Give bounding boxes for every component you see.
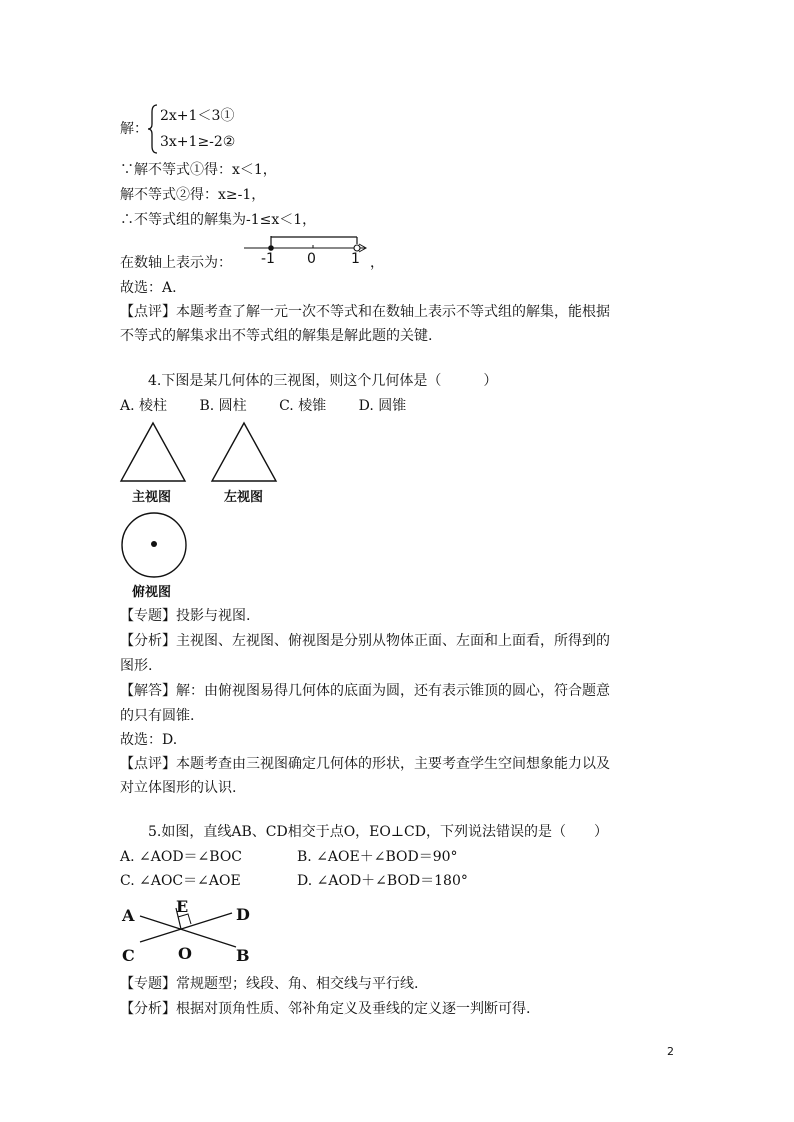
- q5-topic: 【专题】常规题型；线段、角、相交线与平行线.: [120, 976, 419, 992]
- solution-answer: 故选：A.: [120, 280, 177, 296]
- front-view-triangle: [119, 421, 187, 483]
- inequality-1: 2x+1＜3①: [160, 108, 235, 124]
- q4-options: A. 棱柱 B. 圆柱 C. 棱锥 D. 圆锥: [120, 398, 407, 414]
- q4-analysis-1: 【分析】主视图、左视图、俯视图是分别从物体正面、左面和上面看，所得到的: [120, 633, 610, 649]
- label-E: E: [176, 897, 189, 916]
- q4-answer: 故选：D.: [120, 732, 178, 748]
- solution-line-3: ∴不等式组的解集为-1≤x＜1，: [120, 212, 317, 228]
- front-view-caption: 主视图: [132, 490, 172, 505]
- inequality-2: 3x+1≥-2②: [160, 134, 236, 150]
- solution-comment-2: 不等式的解集求出不等式组的解集是解此题的关键.: [120, 328, 433, 344]
- q4-comment-2: 对立体图形的认识.: [120, 780, 237, 796]
- solution-prefix: 解：: [120, 121, 148, 137]
- numberline-tick-neg1: -1: [261, 251, 275, 267]
- numberline-prefix: 在数轴上表示为：: [120, 255, 232, 271]
- left-brace: [148, 104, 158, 154]
- solution-comment-1: 【点评】本题考查了解一元一次不等式和在数轴上表示不等式组的解集，能根据: [120, 304, 610, 320]
- page-number: 2: [667, 1045, 674, 1058]
- q5-option-b: B. ∠AOE＋∠BOD＝90°: [297, 849, 458, 865]
- solution-line-1: ∵解不等式①得：x＜1，: [120, 162, 277, 178]
- q4-analysis-2: 图形.: [120, 658, 153, 674]
- q4-comment-1: 【点评】本题考查由三视图确定几何体的形状，主要考查学生空间想象能力以及: [120, 756, 610, 772]
- q5-option-a: A. ∠AOD＝∠BOC: [120, 849, 243, 865]
- label-B: B: [236, 946, 250, 965]
- label-O: O: [178, 944, 192, 963]
- q4-stem: 4.下图是某几何体的三视图，则这个几何体是（ ）: [148, 373, 498, 389]
- left-view-triangle: [210, 421, 278, 483]
- label-A: A: [122, 906, 135, 925]
- q5-stem: 5.如图，直线AB、CD相交于点O，EO⊥CD，下列说法错误的是（ ）: [148, 824, 608, 840]
- top-view-circle: [119, 512, 189, 578]
- q5-analysis: 【分析】根据对顶角性质、邻补角定义及垂线的定义逐一判断可得.: [120, 1001, 531, 1017]
- solution-line-2: 解不等式②得：x≥-1，: [120, 187, 266, 203]
- q5-option-c: C. ∠AOC＝∠AOE: [120, 873, 241, 889]
- numberline-tick-0: 0: [307, 251, 316, 267]
- numberline-tick-1: 1: [351, 251, 360, 267]
- left-view-caption: 左视图: [224, 490, 264, 505]
- q4-solve-2: 的只有圆锥.: [120, 708, 195, 724]
- q4-solve-1: 【解答】解：由俯视图易得几何体的底面为圆，还有表示锥顶的圆心，符合题意: [120, 683, 610, 699]
- numberline-suffix: ，: [370, 255, 384, 271]
- label-D: D: [236, 905, 250, 924]
- q5-option-d: D. ∠AOD＋∠BOD＝180°: [297, 873, 468, 889]
- top-view-caption: 俯视图: [132, 585, 172, 600]
- label-C: C: [122, 946, 135, 965]
- q4-topic: 【专题】投影与视图.: [120, 608, 251, 624]
